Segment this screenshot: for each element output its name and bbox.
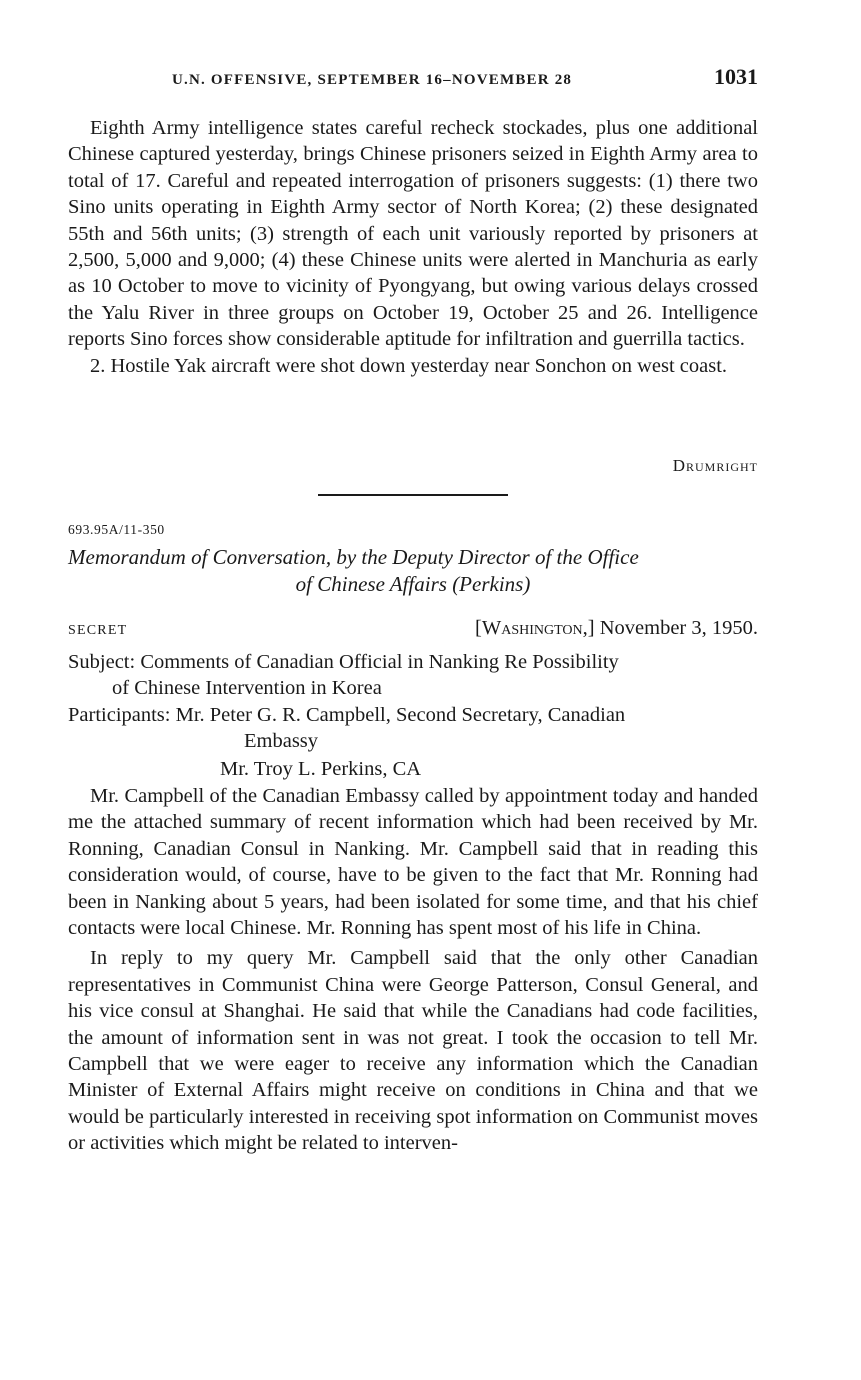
dateline (475, 617, 758, 640)
subject-block (68, 649, 758, 701)
participant-entry (68, 702, 758, 728)
telegram-paragraph: Eighth Army intelligence states careful recheck stockades, plus one additional Chinese captured yesterday, brings Chinese prisoners seized in Eighth Army area to total of 17. Careful and repeated interrogation of prisoners suggests: (1) there two Sino units operating in Eighth Army sector of North Korea; (2) these designated 55th and 56th units; (3) strength of each unit variously reported by prisoners at 2,500, 5,000 and 9,000; (4) these Chinese units were alerted in Manchuria as early as 10 October to move to vicinity of Pyongyang, but owing various delays crossed the Yalu River in three groups on October 19, October 25 and 26. Intelligence reports Sino forces show considerable aptitude for infiltration and guerrilla tactics. (68, 117, 758, 351)
subject-text: of Chinese Intervention in Korea (112, 677, 382, 699)
memo-body (68, 783, 758, 1157)
classification-text: SECRET (68, 623, 128, 638)
dateline-place: [Washington,] (475, 617, 595, 639)
document-title-line: Memorandum of Conversation, by the Deputy Director of the Office (68, 545, 639, 569)
memo-paragraph: In reply to my query Mr. Campbell said that the only other Canadian representatives in Communist China were George Patterson, Consul General, and his vice consul at Shanghai. He said that while the Canadians had code facilities, the amount of information sent in was not great. I took the occasion to tell Mr. Campbell that we were eager to receive any information which the Canadian Minister of External Affairs might receive on conditions in China and that we would be particularly interested in receiving spot information on Communist moves or activities which might be related to interven- (68, 947, 758, 1155)
participants-block (68, 702, 758, 782)
running-head (68, 62, 758, 92)
running-title: U.N. OFFENSIVE, SEPTEMBER 16–NOVEMBER 28 (172, 72, 573, 88)
section-divider (318, 494, 508, 496)
document-title-line: of Chinese Affairs (Perkins) (295, 572, 531, 596)
signature: Drumright (672, 456, 758, 475)
telegram-body (68, 115, 758, 379)
file-reference: 693.95A/11-350 (68, 522, 165, 537)
memo-paragraph: Mr. Campbell of the Canadian Embassy called by appointment today and handed me the attached summary of recent information which had been received by Mr. Ronning, Canadian Consul in Nanking. Mr. Campbell said that in reading this consideration would, of course, have to be given to the fact that Mr. Ronning had been in Nanking about 5 years, had been isolated for some time, and that his chief contacts were local Chinese. Mr. Ronning has spent most of his life in China. (68, 785, 758, 940)
document-title (68, 544, 758, 598)
participants-label: Participants: (68, 704, 171, 726)
telegram-paragraph: 2. Hostile Yak aircraft were shot down yesterday near Sonchon on west coast. (90, 354, 728, 377)
participant-name: Embassy (244, 730, 319, 752)
classification-label (68, 623, 127, 639)
dateline-date: November 3, 1950. (599, 617, 758, 639)
participant-name: Mr. Troy L. Perkins, CA (220, 758, 422, 780)
participant-name: Mr. Peter G. R. Campbell, Second Secretary, Canadian (175, 704, 626, 726)
page-number: 1031 (714, 64, 758, 89)
subject-label: Subject: (68, 651, 136, 673)
subject-text: Comments of Canadian Official in Nanking Re Possibility (140, 651, 619, 673)
